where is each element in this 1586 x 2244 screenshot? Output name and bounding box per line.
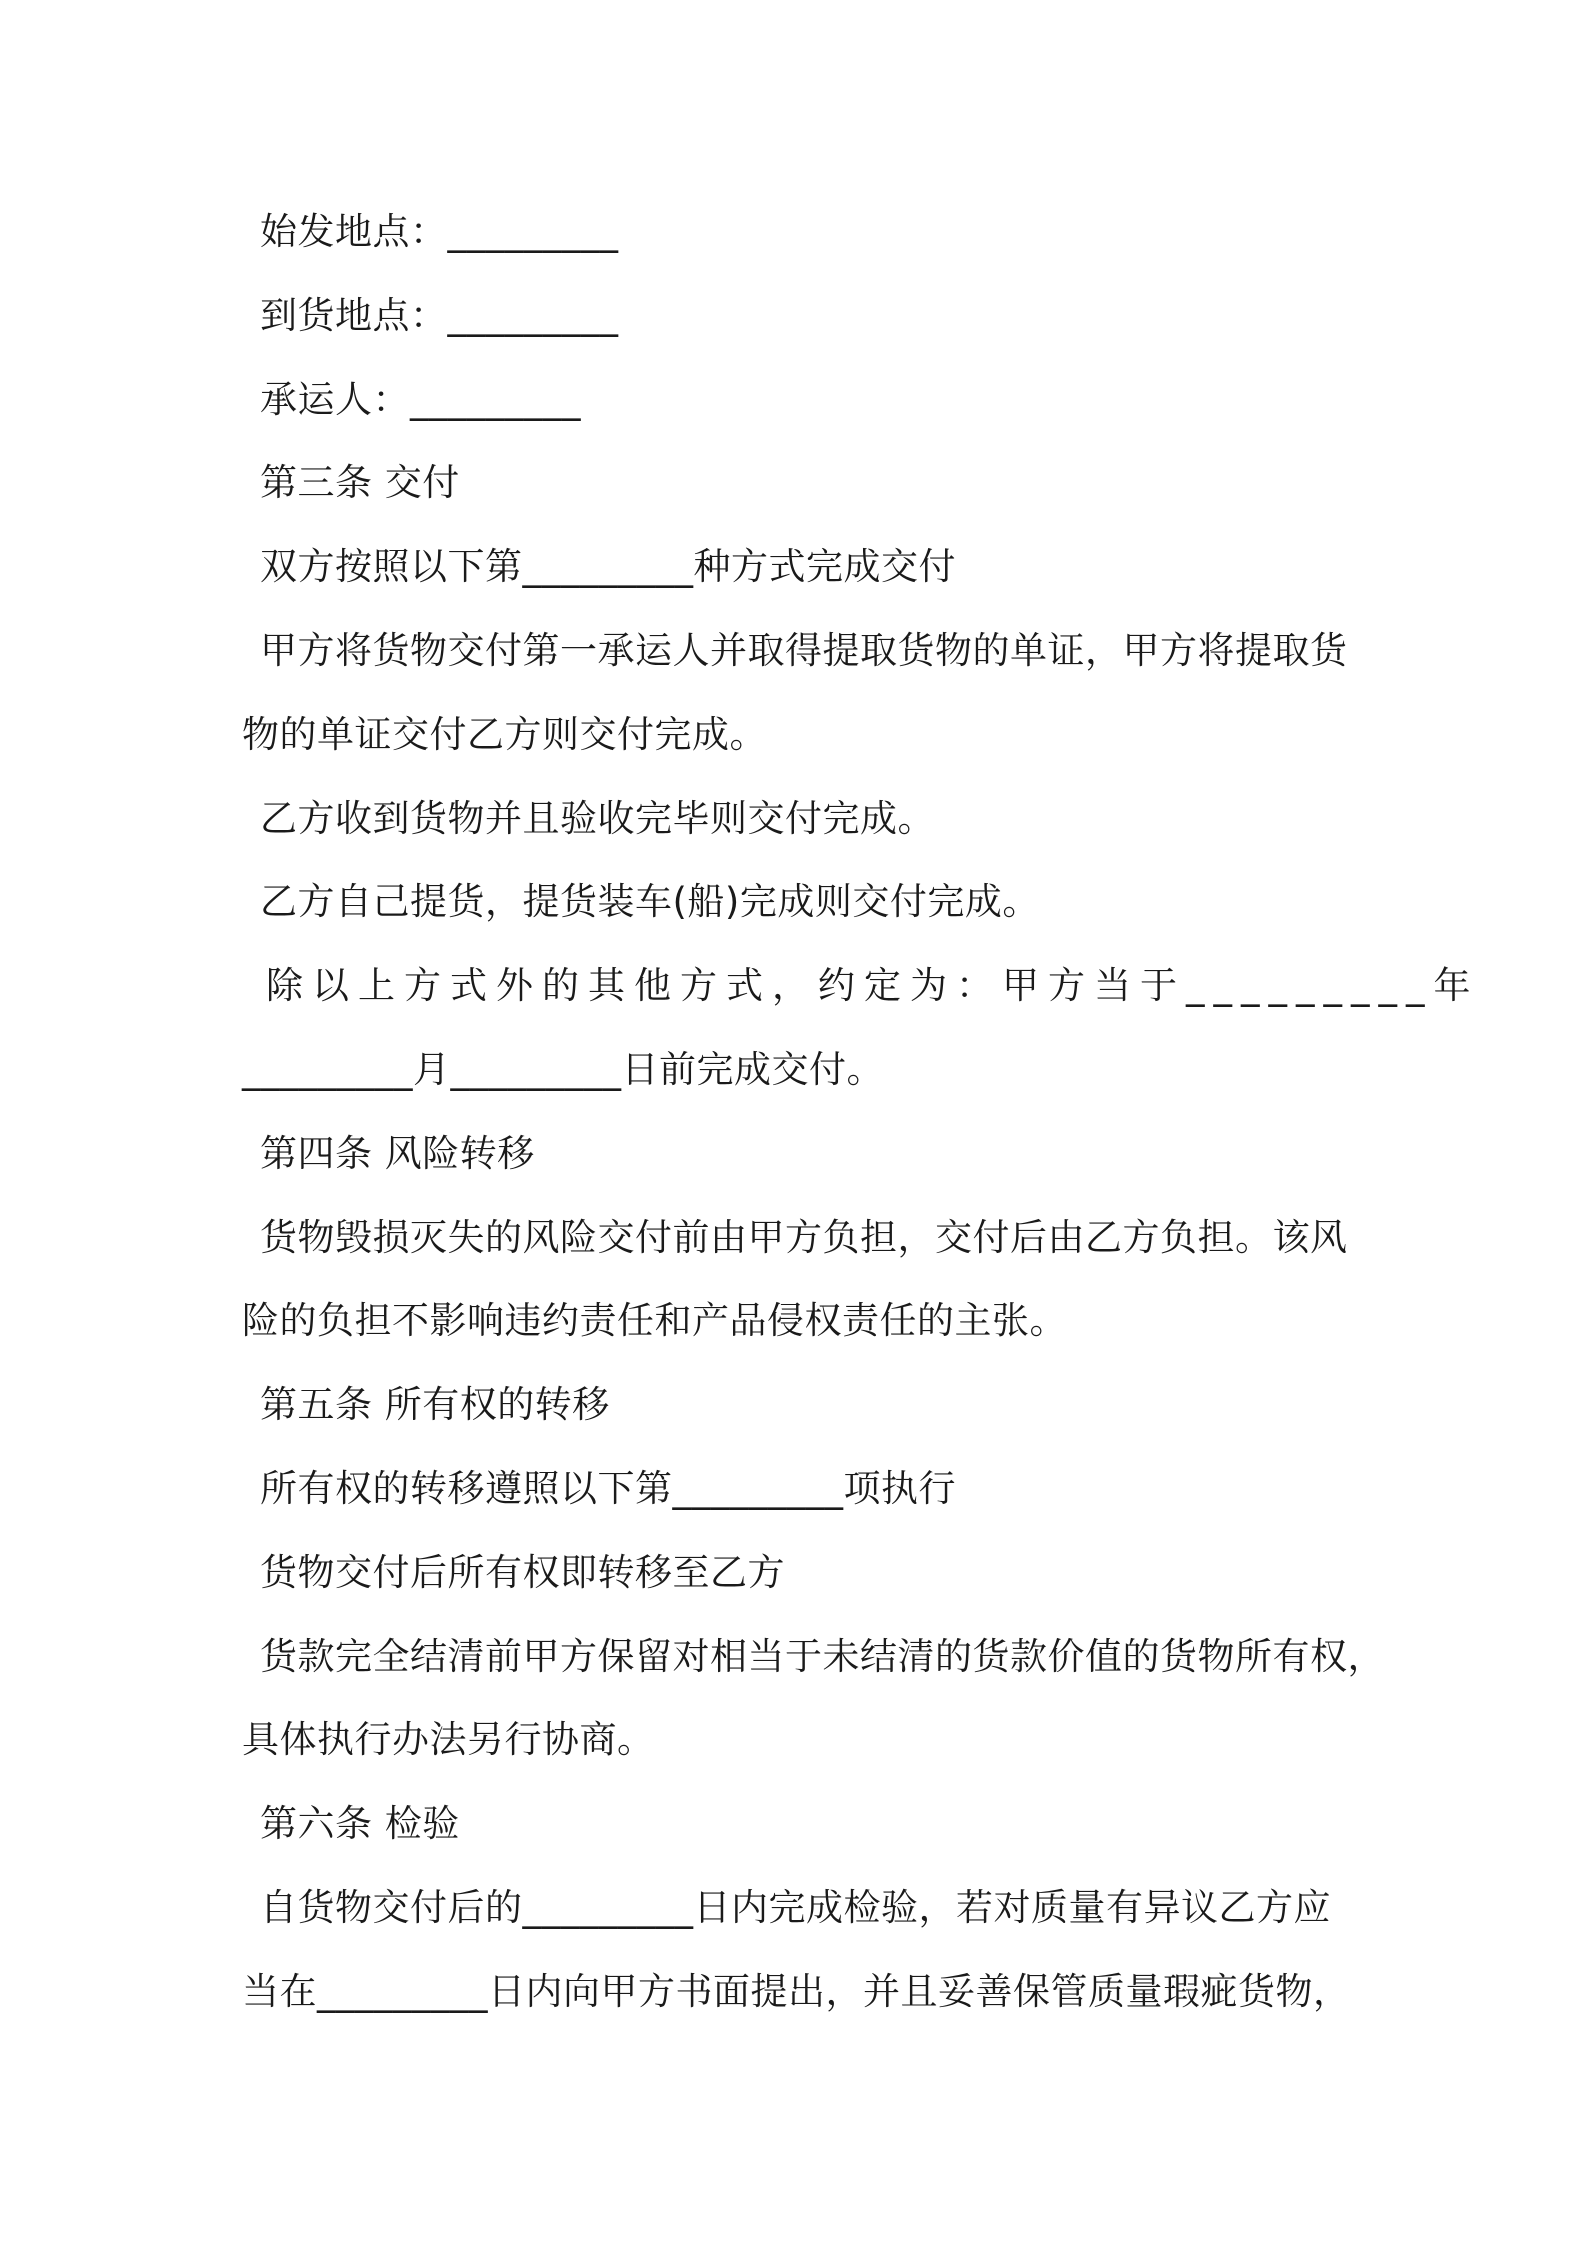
delivery-option-3-line: 乙方自己提货，提货装车(船)完成则交付完成。	[260, 880, 1040, 924]
departure-location-line: 始发地点：_________	[260, 210, 619, 253]
delivery-option-1-line-2: 物的单证交付乙方则交付完成。	[242, 712, 767, 756]
article-3-heading: 第三条 交付	[260, 461, 460, 505]
article-4-heading: 第四条 风险转移	[260, 1131, 535, 1175]
delivery-option-1-line-1: 甲方将货物交付第一承运人并取得提取货物的单证，甲方将提取货	[260, 628, 1348, 672]
ownership-transfer-line: 所有权的转移遵照以下第_________项执行	[260, 1466, 956, 1510]
risk-transfer-line-2: 险的负担不影响违约责任和产品侵权责任的主张。	[242, 1299, 1067, 1343]
article-5-heading: 第五条 所有权的转移	[260, 1383, 610, 1427]
inspection-line-2: 当在_________日内向甲方书面提出，并且妥善保管质量瑕疵货物，	[242, 1969, 1351, 2013]
inspection-line-1: 自货物交付后的_________日内完成检验，若对质量有异议乙方应	[260, 1885, 1331, 1929]
delivery-option-2-line: 乙方收到货物并且验收完毕则交付完成。	[260, 796, 935, 840]
delivery-option-other-line-1: 除以上方式外的其他方式，约定为：甲方当于_________年	[266, 964, 1480, 1008]
ownership-option-2-line-2: 具体执行办法另行协商。	[242, 1718, 655, 1762]
document-body	[242, 190, 1480, 2034]
delivery-option-other-line-2: _________月_________日前完成交付。	[242, 1047, 884, 1091]
arrival-location-line: 到货地点：_________	[260, 293, 619, 337]
delivery-method-line: 双方按照以下第_________种方式完成交付	[260, 545, 956, 589]
ownership-option-1-line: 货物交付后所有权即转移至乙方	[260, 1550, 785, 1594]
article-6-heading: 第六条 检验	[260, 1802, 460, 1846]
risk-transfer-line-1: 货物毁损灭失的风险交付前由甲方负担，交付后由乙方负担。该风	[260, 1215, 1348, 1259]
ownership-option-2-line-1: 货款完全结清前甲方保留对相当于未结清的货款价值的货物所有权，	[260, 1634, 1385, 1678]
carrier-line: 承运人：_________	[260, 377, 581, 421]
